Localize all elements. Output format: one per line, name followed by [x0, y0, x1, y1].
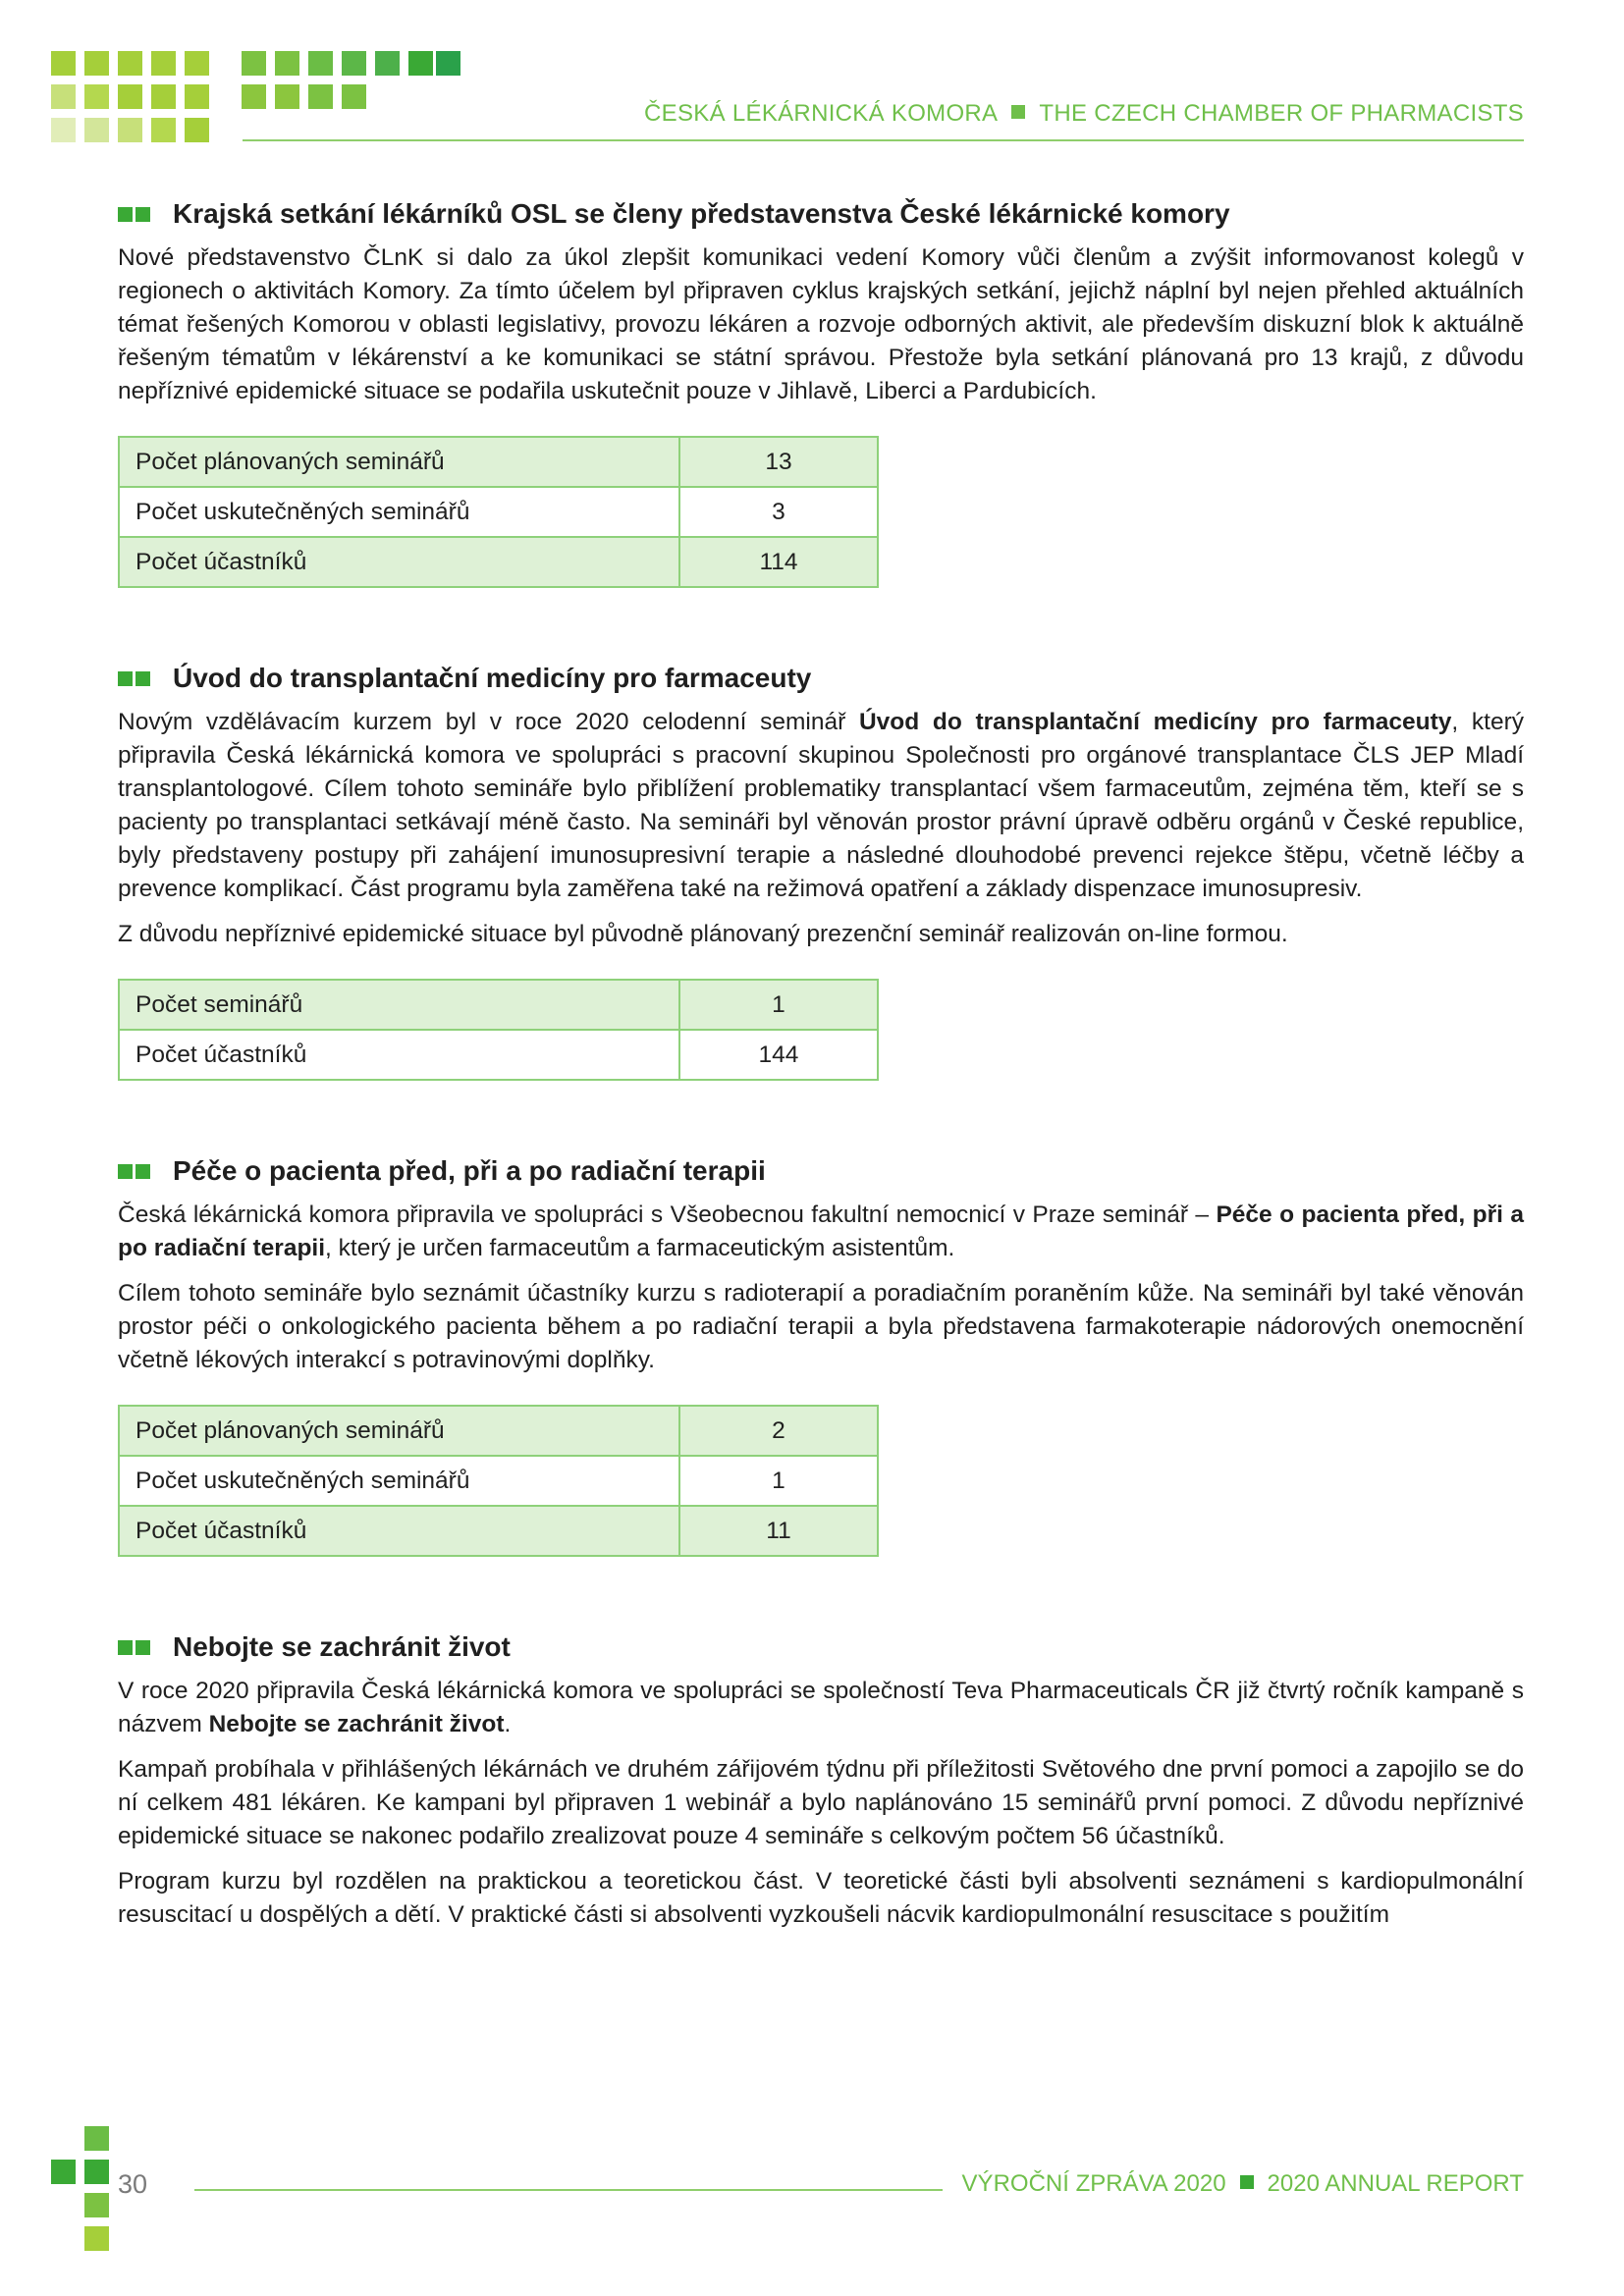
row-label: Počet seminářů — [119, 980, 679, 1030]
row-value: 1 — [679, 980, 878, 1030]
text-run: Česká lékárnická komora připravila ve spolupráci s Všeobecnou fakultní nemocnicí v Praze seminář – — [118, 1201, 1217, 1228]
row-value: 1 — [679, 1456, 878, 1506]
header-org-en: THE CZECH CHAMBER OF PHARMACISTS — [1039, 100, 1524, 127]
section-heading — [118, 192, 1524, 236]
stats-table — [118, 1405, 879, 1557]
table-row — [119, 1406, 878, 1456]
row-label: Počet účastníků — [119, 537, 679, 587]
row-label: Počet plánovaných seminářů — [119, 1406, 679, 1456]
row-value: 2 — [679, 1406, 878, 1456]
stats-table — [118, 436, 879, 588]
table-row — [119, 537, 878, 587]
section-transplantacni-medicina — [118, 657, 1524, 1081]
header-title — [644, 100, 1524, 128]
page-number: 30 — [118, 2169, 148, 2199]
footer-rule — [194, 2189, 943, 2191]
section-title: Úvod do transplantační medicíny pro farmaceuty — [173, 663, 812, 693]
section-krajska-setkani — [118, 192, 1524, 588]
paragraph — [118, 1675, 1524, 1741]
bold-text-run: Úvod do transplantační medicíny pro farmaceuty — [858, 709, 1452, 735]
paragraph: Z důvodu nepříznivé epidemické situace byl původně plánovaný prezenční seminář realizován on-line formou. — [118, 921, 1288, 947]
table-row — [119, 980, 878, 1030]
paragraph — [118, 1199, 1524, 1265]
page-content — [118, 192, 1524, 1944]
header-separator-square — [1011, 105, 1025, 119]
heading-bullet-icon — [118, 207, 153, 222]
table-row — [119, 1456, 878, 1506]
table-row — [119, 437, 878, 487]
text-run: , který je určen farmaceutům a farmaceutickým asistentům. — [325, 1235, 955, 1261]
section-heading — [118, 1149, 1524, 1193]
row-value: 114 — [679, 537, 878, 587]
section-heading — [118, 657, 1524, 700]
section-title: Krajská setkání lékárníků OSL se členy představenstva České lékárnické komory — [173, 198, 1230, 229]
table-row — [119, 1506, 878, 1556]
bold-text-run: Nebojte se zachránit život — [208, 1711, 505, 1737]
section-title: Péče o pacienta před, při a po radiační terapii — [173, 1155, 766, 1186]
heading-bullet-icon — [118, 1164, 153, 1179]
paragraph: Kampaň probíhala v přihlášených lékárnách ve druhém zářijovém týdnu při příležitosti Světového dne první pomoci a zapojilo se do ní celkem 481 lékáren. Ke kampani byl připraven 1 webinář a bylo naplánováno 15 seminářů první pomoci. Z důvodu nepříznivé epidemické situace se nakonec podařilo zrealizovat pouze 4 semináře s celkovým počtem 56 účastníků. — [118, 1756, 1524, 1849]
section-radiacni-terapie — [118, 1149, 1524, 1557]
heading-bullet-icon — [118, 1640, 153, 1655]
section-nebojte-se — [118, 1626, 1524, 1932]
paragraph: Cílem tohoto semináře bylo seznámit účastníky kurzu s radioterapií a poradiačním poraněním kůže. Na semináři byl také věnován prostor péči o onkologického pacienta během a po radiační terapii a byla představena farmakoterapie nádorových onemocnění včetně lékových interakcí s potravinovými doplňky. — [118, 1280, 1524, 1373]
text-run: Novým vzdělávacím kurzem byl v roce 2020 celodenní seminář — [118, 709, 859, 735]
paragraph: Program kurzu byl rozdělen na praktickou a teoretickou část. V teoretické části byli absolventi seznámeni s kardiopulmonální resuscitací u dospělých a dětí. V praktické části si absolventi vyzkoušeli nácvik kardiopulmonální resuscitace s použitím — [118, 1868, 1524, 1928]
footer-separator-square — [1240, 2175, 1254, 2189]
row-value: 13 — [679, 437, 878, 487]
row-label: Počet účastníků — [119, 1506, 679, 1556]
heading-bullet-icon — [118, 671, 153, 686]
bold-text-run: Péče o pacienta před, při a po radiační terapii — [118, 1201, 1525, 1261]
section-title: Nebojte se zachránit život — [173, 1631, 511, 1662]
footer-report-cz: VÝROČNÍ ZPRÁVA 2020 — [961, 2170, 1226, 2197]
paragraph — [118, 706, 1524, 906]
text-run: , který připravila Česká lékárnická komora ve spolupráci s pracovní skupinou Společnosti pro orgánové transplantace ČLS JEP Mladí transplantologové. Cílem tohoto semináře bylo přiblížení problematiky transplantací všem farmaceutům, zejména těm, kteří se s pacienty po transplantaci setkávají méně často. Na semináři byl věnován prostor právní úpravě odběru orgánů v České republice, byly představeny postupy při zahájení imunosupresivní terapie a následné dlouhodobé prevenci rejekce štěpu, včetně léčby a prevence komplikací. Část programu byla zaměřena také na režimová opatření a základy dispenzace imunosupresiv. — [118, 709, 1524, 902]
paragraph: Nové představenstvo ČLnK si dalo za úkol zlepšit komunikaci vedení Komory vůči členům a zvýšit informovanost kolegů v regionech o aktivitách Komory. Za tímto účelem byl připraven cyklus krajských setkání, jejichž náplní byl nejen přehled aktuálních témat řešených Komorou v oblasti legislativy, provozu lékáren a rozvoje odborných aktivit, ale především diskuzní blok k aktuálně řešeným tématům v lékárenství a ke komunikaci se státní správou. Přestože byla setkání plánovaná pro 13 krajů, z důvodu nepříznivé epidemické situace se podařila uskutečnit pouze v Jihlavě, Liberci a Pardubicích. — [118, 244, 1524, 404]
table-row — [119, 1030, 878, 1080]
footer-title — [962, 2170, 1524, 2198]
footer-report-en: 2020 ANNUAL REPORT — [1267, 2170, 1524, 2197]
row-label: Počet plánovaných seminářů — [119, 437, 679, 487]
header-rule — [243, 139, 1524, 141]
text-run: . — [504, 1711, 512, 1737]
row-label: Počet uskutečněných seminářů — [119, 1456, 679, 1506]
header-org-cz: ČESKÁ LÉKÁRNICKÁ KOMORA — [644, 100, 999, 127]
section-heading — [118, 1626, 1524, 1669]
row-label: Počet účastníků — [119, 1030, 679, 1080]
row-label: Počet uskutečněných seminářů — [119, 487, 679, 537]
row-value: 3 — [679, 487, 878, 537]
stats-table — [118, 979, 879, 1081]
text-run: V roce 2020 připravila Česká lékárnická komora ve spolupráci se společností Teva Pharmaceuticals ČR již čtvrtý ročník kampaně s názvem — [118, 1678, 1524, 1737]
table-row — [119, 487, 878, 537]
row-value: 144 — [679, 1030, 878, 1080]
row-value: 11 — [679, 1506, 878, 1556]
